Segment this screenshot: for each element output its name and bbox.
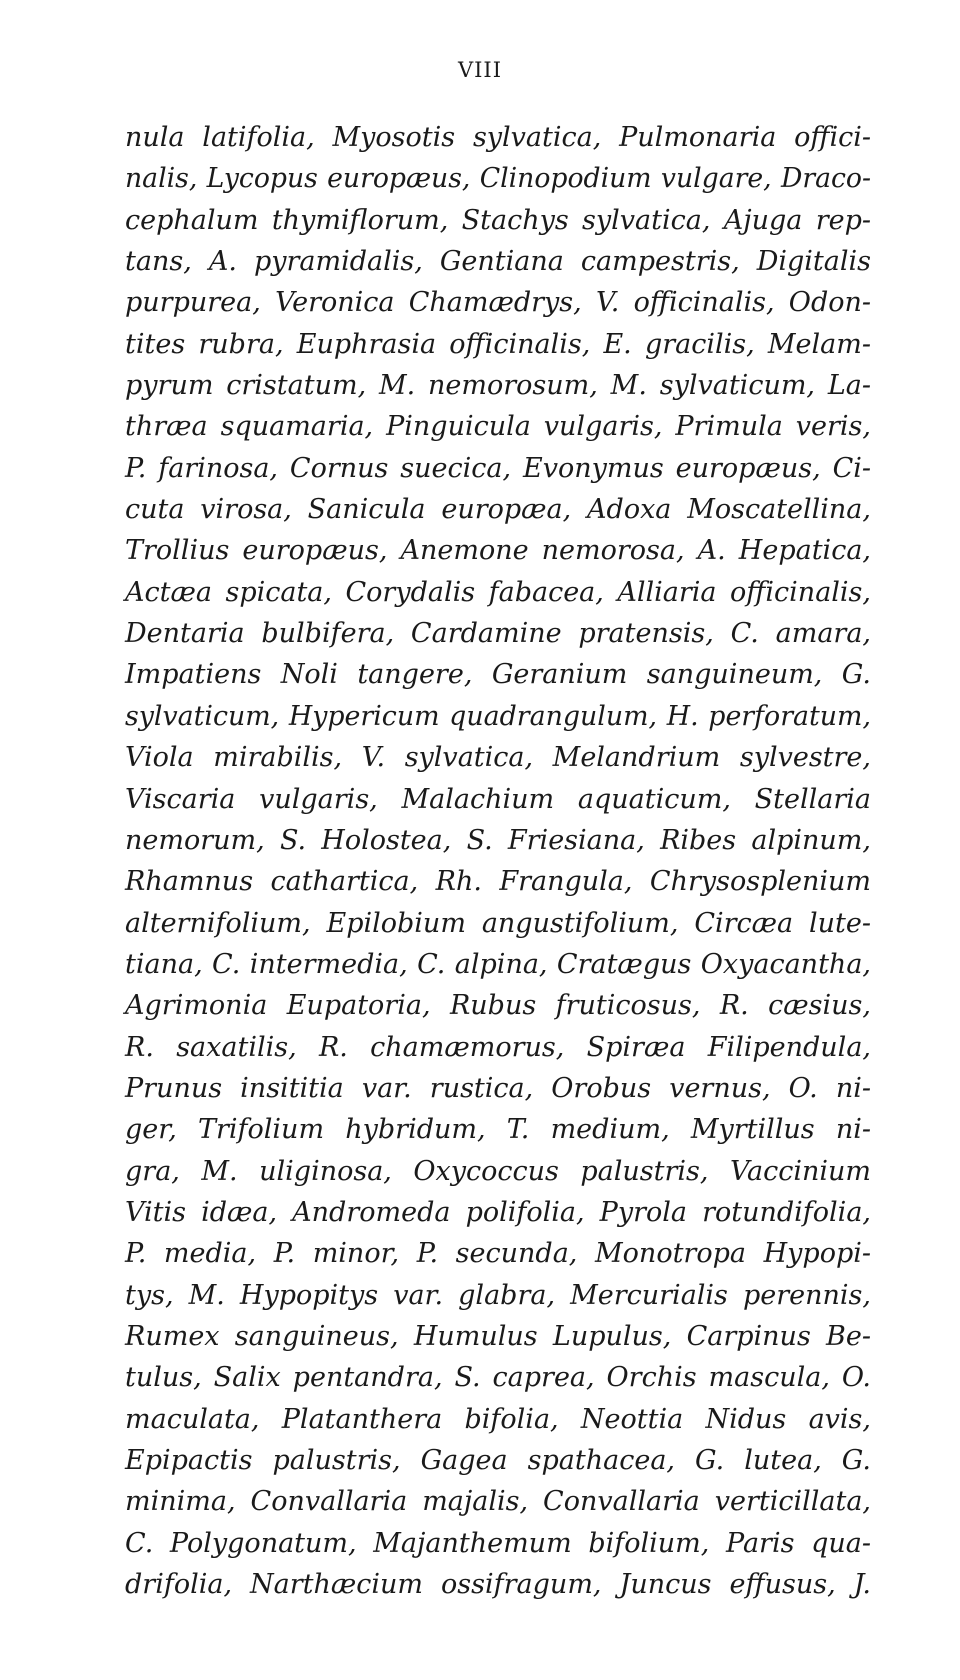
text-line: maculata, Platanthera bifolia, Neottia Nidus avis, [125,1403,871,1435]
text-line: R. saxatilis, R. chamæmorus, Spiræa Filipendula, [125,1031,871,1063]
text-line: minima, Convallaria majalis, Convallaria verticillata, [125,1486,871,1518]
text-line: Viscaria vulgaris, Malachium aquaticum, Stellaria [125,783,871,815]
text-line: Prunus insititia var. rustica, Orobus vernus, O. ni- [125,1072,871,1104]
text-line: tulus, Salix pentandra, S. caprea, Orchis mascula, O. [125,1362,871,1394]
text-line: Impatiens Noli tangere, Geranium sanguineum, G. [125,659,871,691]
text-line: Dentaria bulbifera, Cardamine pratensis, C. amara, [125,618,871,650]
text-line: nula latifolia, Myosotis sylvatica, Pulmonaria offici- [125,122,871,153]
text-line: alternifolium, Epilobium angustifolium, Circæa lute- [125,907,871,939]
text-line: tys, M. Hypopitys var. glabra, Mercurialis perennis, [125,1279,871,1311]
text-line: tans, A. pyramidalis, Gentiana campestris, Digitalis [125,246,871,278]
text-line: sylvaticum, Hypericum quadrangulum, H. perforatum, [125,700,871,732]
body-text [125,117,871,1605]
text-line: nalis, Lycopus europæus, Clinopodium vulgare, Draco- [125,163,871,195]
text-line: tites rubra, Euphrasia officinalis, E. gracilis, Melam- [125,328,871,360]
text-line: tiana, C. intermedia, C. alpina, Cratægus Oxyacantha, [125,948,871,980]
text-line: pyrum cristatum, M. nemorosum, M. sylvaticum, La- [125,370,871,402]
page-number: VIII [457,58,503,82]
text-line: P. media, P. minor, P. secunda, Monotropa Hypopi- [125,1238,871,1270]
text-line: Actæa spicata, Corydalis fabacea, Alliaria officinalis, [125,576,871,608]
text-line: cuta virosa, Sanicula europæa, Adoxa Moscatellina, [125,494,871,526]
text-line: P. farinosa, Cornus suecica, Evonymus europæus, Ci- [125,452,871,484]
text-line: nemorum, S. Holostea, S. Friesiana, Ribes alpinum, [125,824,871,856]
text-line: ger, Trifolium hybridum, T. medium, Myrtillus ni- [125,1114,871,1146]
text-line: purpurea, Veronica Chamædrys, V. officinalis, Odon- [125,287,871,319]
text-line: Epipactis palustris, Gagea spathacea, G. lutea, G. [125,1445,871,1476]
text-line: Agrimonia Eupatoria, Rubus fruticosus, R. cæsius, [125,990,871,1022]
text-line: Viola mirabilis, V. sylvatica, Melandrium sylvestre, [125,742,871,774]
text-line: cephalum thymiflorum, Stachys sylvatica, Ajuga rep- [125,204,871,236]
text-line: Trollius europæus, Anemone nemorosa, A. Hepatica, [125,535,871,567]
text-line: Vitis idæa, Andromeda polifolia, Pyrola rotundifolia, [125,1196,871,1228]
text-line: gra, M. uliginosa, Oxycoccus palustris, Vaccinium [125,1155,871,1187]
text-line: Rumex sanguineus, Humulus Lupulus, Carpinus Be- [125,1320,871,1352]
text-line: C. Polygonatum, Majanthemum bifolium, Paris qua- [125,1527,871,1559]
text-line: thræa squamaria, Pinguicula vulgaris, Primula veris, [125,411,871,443]
text-line: drifolia, Narthæcium ossifragum, Juncus effusus, J. [125,1569,871,1601]
text-line: Rhamnus cathartica, Rh. Frangula, Chrysosplenium [125,866,871,898]
